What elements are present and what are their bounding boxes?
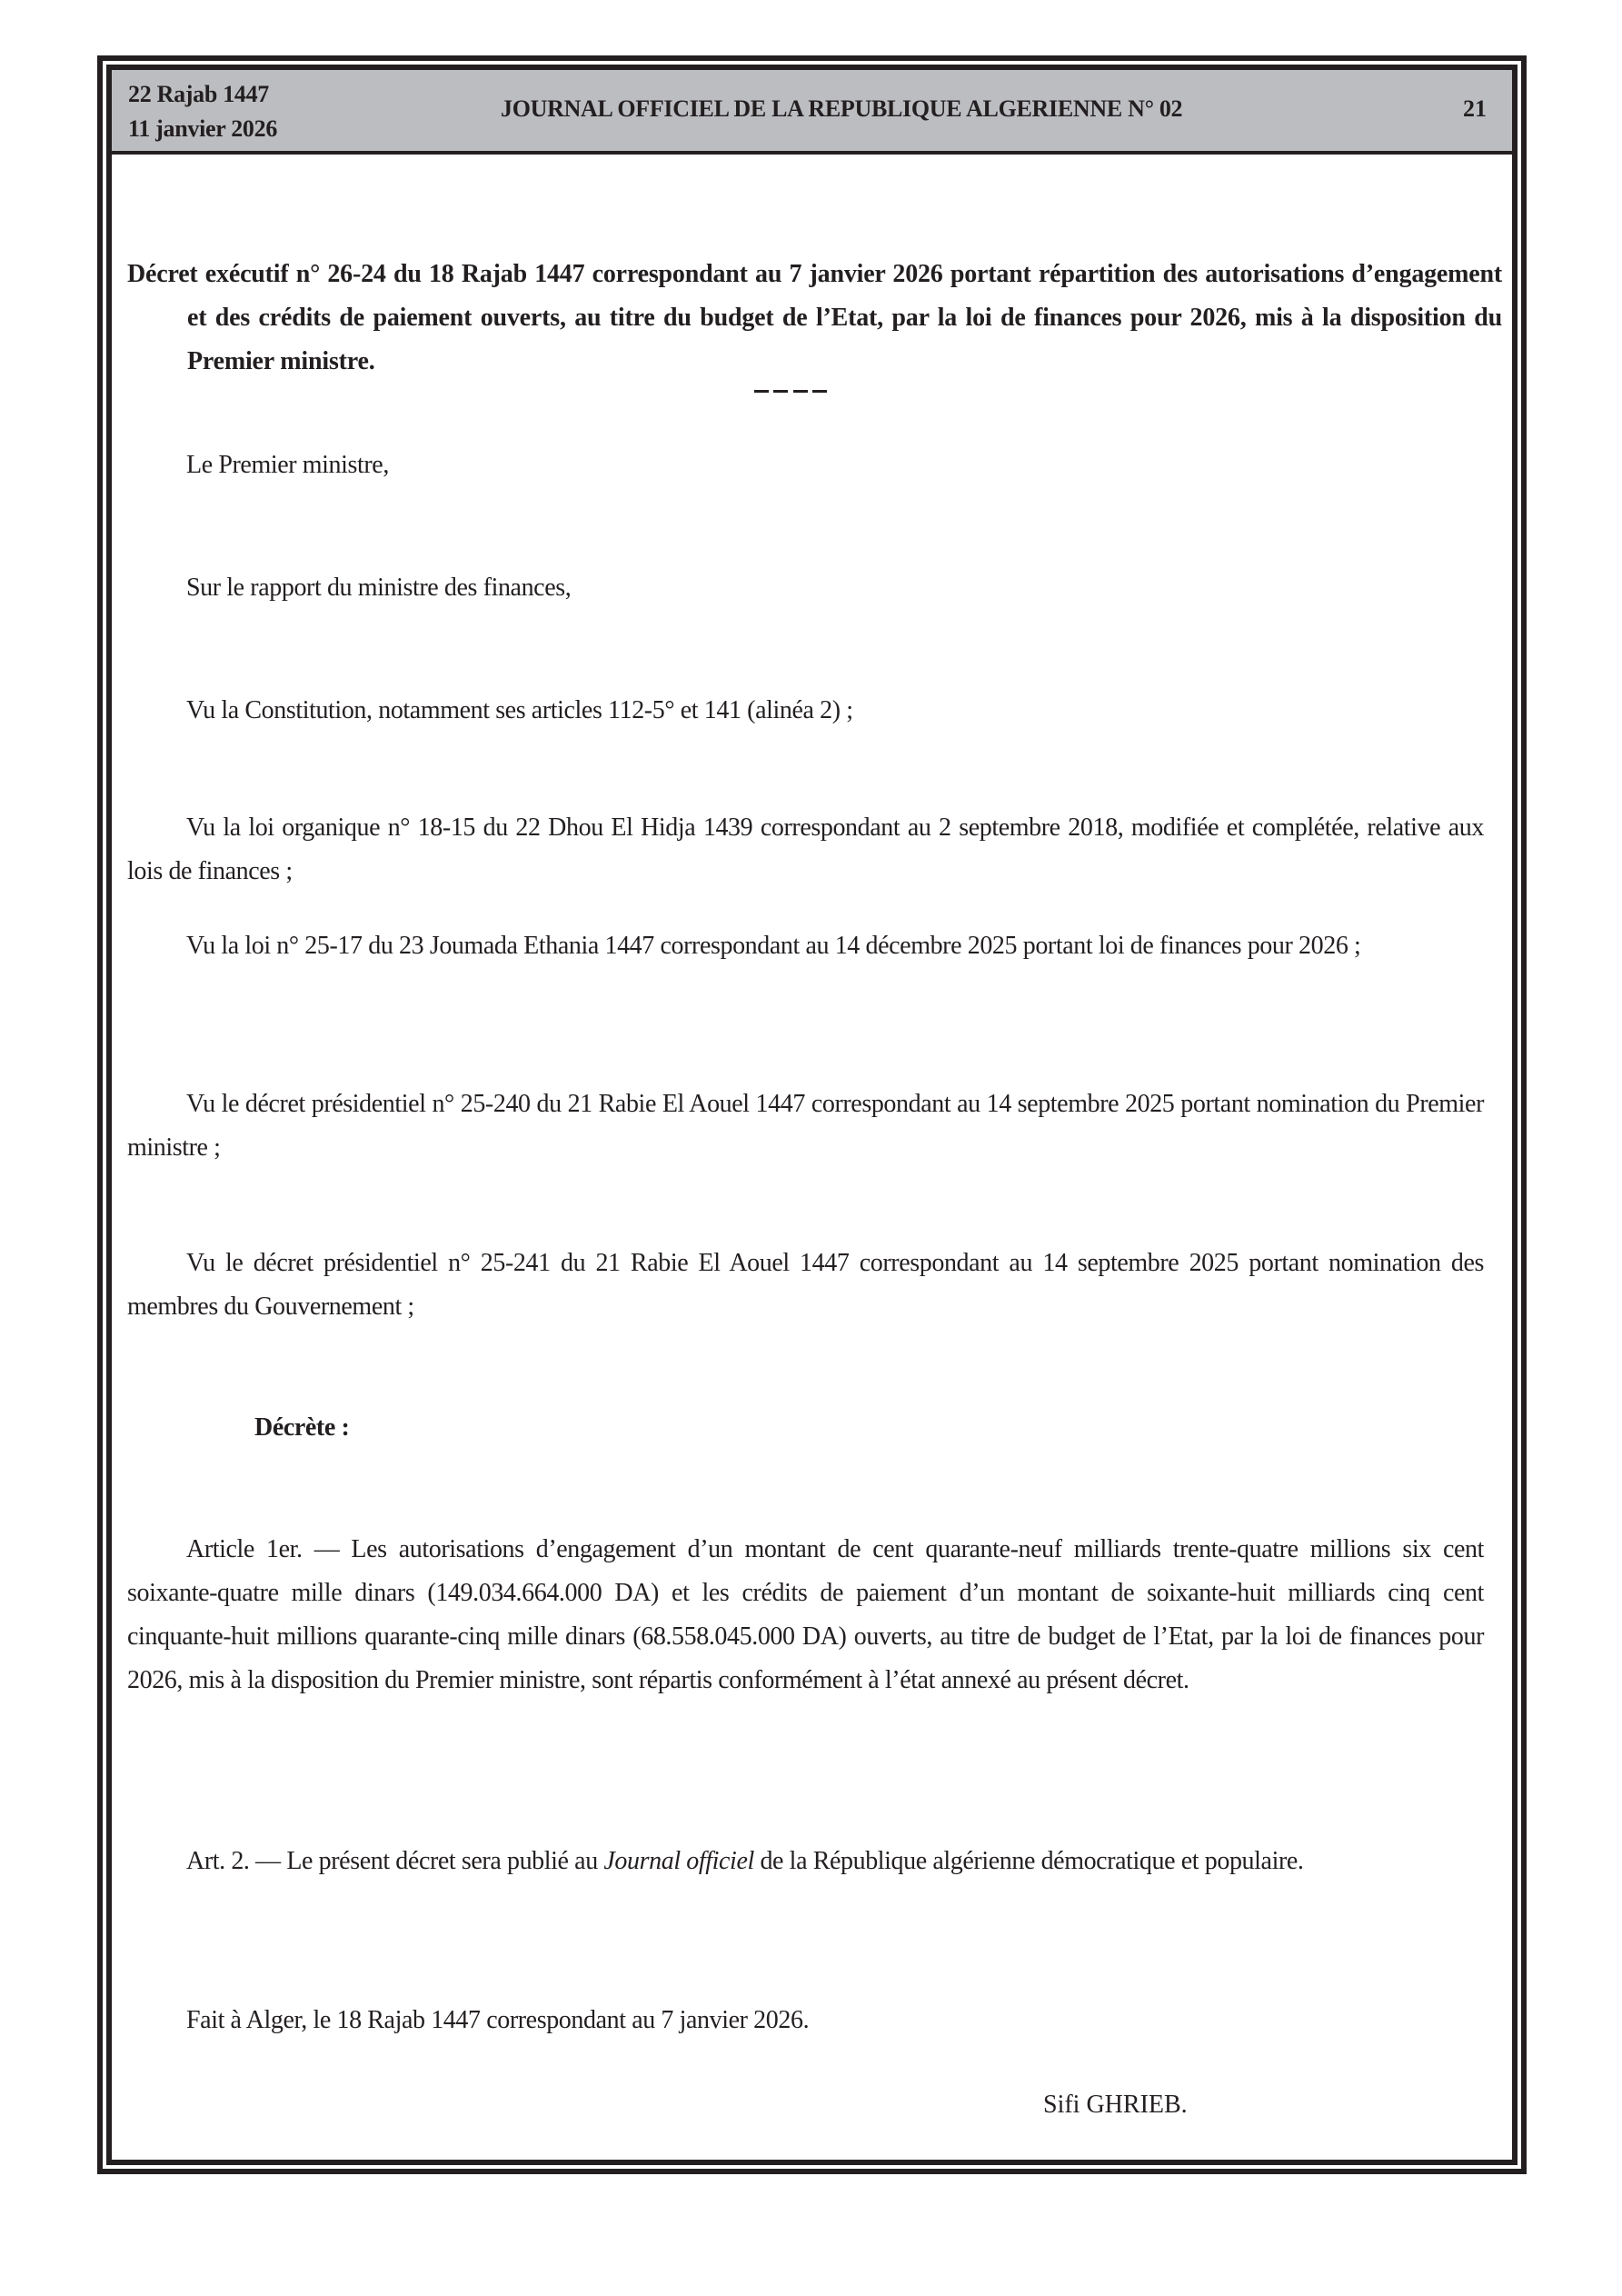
article-2-journal-officiel: Journal officiel — [603, 1847, 754, 1875]
vu-loi-organique: Vu la loi organique n° 18-15 du 22 Dhou El Hidja 1439 correspondant au 2 septembre 2018, modifiée et complétée, relative aux lois de finances ; — [127, 814, 1484, 885]
article-1: Article 1er. — Les autorisations d’engagement d’un montant de cent quarante-neuf milliards trente-quatre millions six cent soixante-quatre mille dinars (149.034.664.000 DA) et les crédits de paiement d’un montant de soixante-huit milliards cinq cent cinquante-huit millions quarante-cinq mille dinars (68.558.045.000 DA) ouverts, au titre de budget de l’Etat, par la loi de finances pour 2026, mis à la disposition du Premier ministre, sont répartis conformément à l’état annexé au présent décret. — [127, 1535, 1484, 1694]
page-frame-outer — [97, 55, 1527, 2174]
article-2 — [127, 1840, 1484, 1883]
gregorian-date: 11 janvier 2026 — [128, 115, 278, 142]
decree-body — [112, 155, 1512, 2160]
page-frame-inner — [106, 65, 1518, 2165]
journal-title: JOURNAL OFFICIEL DE LA REPUBLIQUE ALGERIENNE N° 02 — [501, 95, 1183, 122]
header-dates — [128, 77, 277, 146]
title-separator — [754, 390, 827, 394]
vu-decret-nomination-premier-ministre: Vu le décret présidentiel n° 25-240 du 21 Rabie El Aouel 1447 correspondant au 14 septembre 2025 portant nomination du Premier ministre ; — [127, 1090, 1484, 1162]
preamble-author: Le Premier ministre, — [186, 451, 389, 479]
decree-title: Décret exécutif n° 26-24 du 18 Rajab 1447 correspondant au 7 janvier 2026 portant répartition des autorisations d’engagement et des crédits de paiement ouverts, au titre du budget de l’Etat, par la loi de finances pour 2026, mis à la disposition du Premier ministre. — [127, 260, 1502, 375]
separator-dash — [754, 390, 769, 393]
separator-dash — [812, 390, 827, 393]
article-2-suffix: de la République algérienne démocratique et populaire. — [753, 1847, 1304, 1875]
separator-dash — [773, 390, 788, 393]
vu-constitution: Vu la Constitution, notamment ses articles 112-5° et 141 (alinéa 2) ; — [186, 696, 853, 724]
page-number: 21 — [1463, 95, 1487, 122]
decrete-heading: Décrète : — [254, 1413, 350, 1442]
article-2-prefix: Art. 2. — Le présent décret sera publié au — [186, 1847, 604, 1875]
separator-dash — [793, 390, 808, 393]
done-at: Fait à Alger, le 18 Rajab 1447 correspondant au 7 janvier 2026. — [186, 2006, 810, 2034]
hijri-date: 22 Rajab 1447 — [128, 81, 269, 107]
vu-decret-nomination-gouvernement: Vu le décret présidentiel n° 25-241 du 21 Rabie El Aouel 1447 correspondant au 14 septembre 2025 portant nomination des membres du Gouvernement ; — [127, 1249, 1484, 1321]
signature: Sifi GHRIEB. — [1043, 2091, 1188, 2119]
preamble-report: Sur le rapport du ministre des finances, — [186, 574, 572, 602]
journal-header — [112, 70, 1512, 155]
vu-loi-finances: Vu la loi n° 25-17 du 23 Joumada Ethania 1447 correspondant au 14 décembre 2025 portant loi de finances pour 2026 ; — [186, 932, 1361, 960]
